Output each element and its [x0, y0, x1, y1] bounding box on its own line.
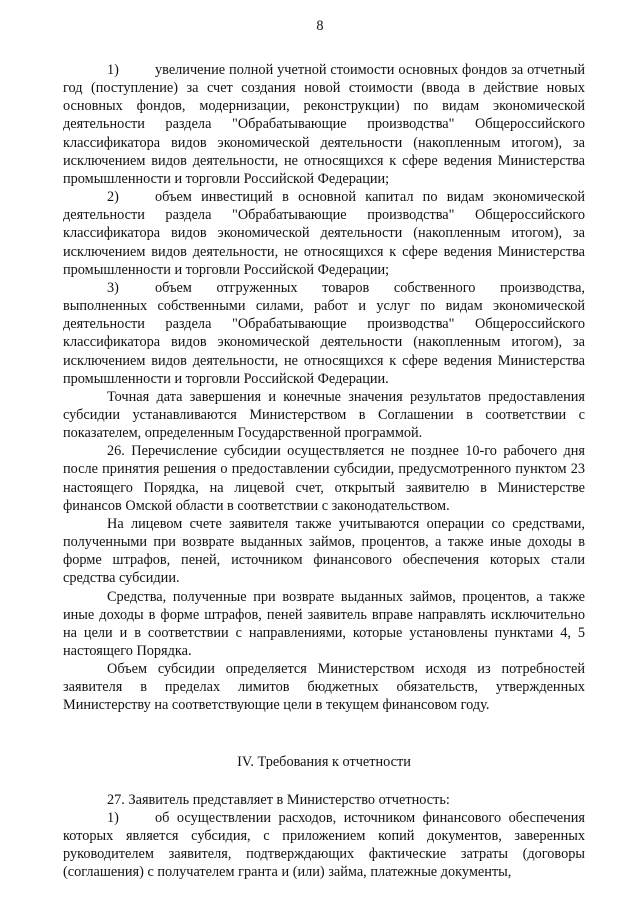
list-item: [63, 61, 585, 188]
list-item-number: 1): [107, 809, 119, 826]
paragraph: Средства, полученные при возврате выданных займов, процентов, а также иные доходы в форме штрафов, пеней заявитель вправе направлять исключительно на цели и в соответствии с направлениями, которые установлены пунктами 4, 5 настоящего Порядка.: [63, 588, 585, 659]
list-item-number: 3): [107, 279, 119, 296]
paragraph: На лицевом счете заявителя также учитываются операции со средствами, полученными при возврате выданных займов, процентов, а также иные доходы в форме штрафов, пеней, источником финансового обеспечения которых стали средства субсидии.: [63, 515, 585, 587]
list-item: [63, 809, 585, 882]
page-number: 8: [316, 18, 324, 34]
document-body: [63, 61, 585, 882]
section-heading: IV. Требования к отчетности: [237, 753, 411, 770]
list-item: [63, 279, 585, 388]
list-item-text: об осуществлении расходов, источником финансового обеспечения которых является субсидия, с приложением копий документов, заверенных руководителем заявителя, подтверждающих фактические затраты (договоры (соглашения) с получателем гранта и (или) займа, платежные документы,: [63, 809, 585, 881]
list-item-text: увеличение полной учетной стоимости основных фондов за отчетный год (поступление) за счет создания новой стоимости (ввода в действие новых основных фондов, модернизации, реконструкции) по видам экономической деятельности раздела "Обрабатывающие производства" Общероссийского классификатора видов экономической деятельности (накопленным итогом), за исключением видов деятельности, не относящихся к сфере ведения Министерства промышленности и торговли Российской Федерации;: [63, 62, 585, 187]
paragraph: Объем субсидии определяется Министерством исходя из потребностей заявителя в пределах лимитов бюджетных обязательств, утвержденных Министерству на соответствующие цели в текущем финансовом году.: [63, 661, 585, 714]
paragraph: 27. Заявитель представляет в Министерство отчетность:: [107, 791, 450, 808]
list-item-number: 2): [107, 189, 119, 206]
list-item-number: 1): [107, 62, 119, 78]
list-item-text: объем отгруженных товаров собственного производства, выполненных собственными силами, работ и услуг по видам экономической деятельности раздела "Обрабатывающие производства" Общероссийского классификатора видов экономической деятельности (накопленным итогом), за исключением видов деятельности, не относящихся к сфере ведения Министерства промышленности и торговли Российской Федерации.: [63, 279, 585, 387]
paragraph: 26. Перечисление субсидии осуществляется не позднее 10-го рабочего дня после принятия решения о предоставлении субсидии, предусмотренного пунктом 23 настоящего Порядка, на лицевой счет, открытый заявителю в Министерстве финансов Омской области в соответствии с законодательством.: [63, 443, 585, 514]
paragraph: Точная дата завершения и конечные значения результатов предоставления субсидии устанавливаются Министерством в Соглашении в соответствии с показателем, определенным Государственной программой.: [63, 388, 585, 442]
section-spacer: [63, 715, 585, 753]
list-item: [63, 188, 585, 279]
list-item-text: объем инвестиций в основной капитал по видам экономической деятельности раздела "Обрабатывающие производства" Общероссийского классификатора видов экономической деятельности (накопленным итогом), за исключением видов деятельности, не относящихся к сфере ведения Министерства промышленности и торговли Российской Федерации;: [63, 189, 585, 278]
section-spacer: [63, 771, 585, 791]
